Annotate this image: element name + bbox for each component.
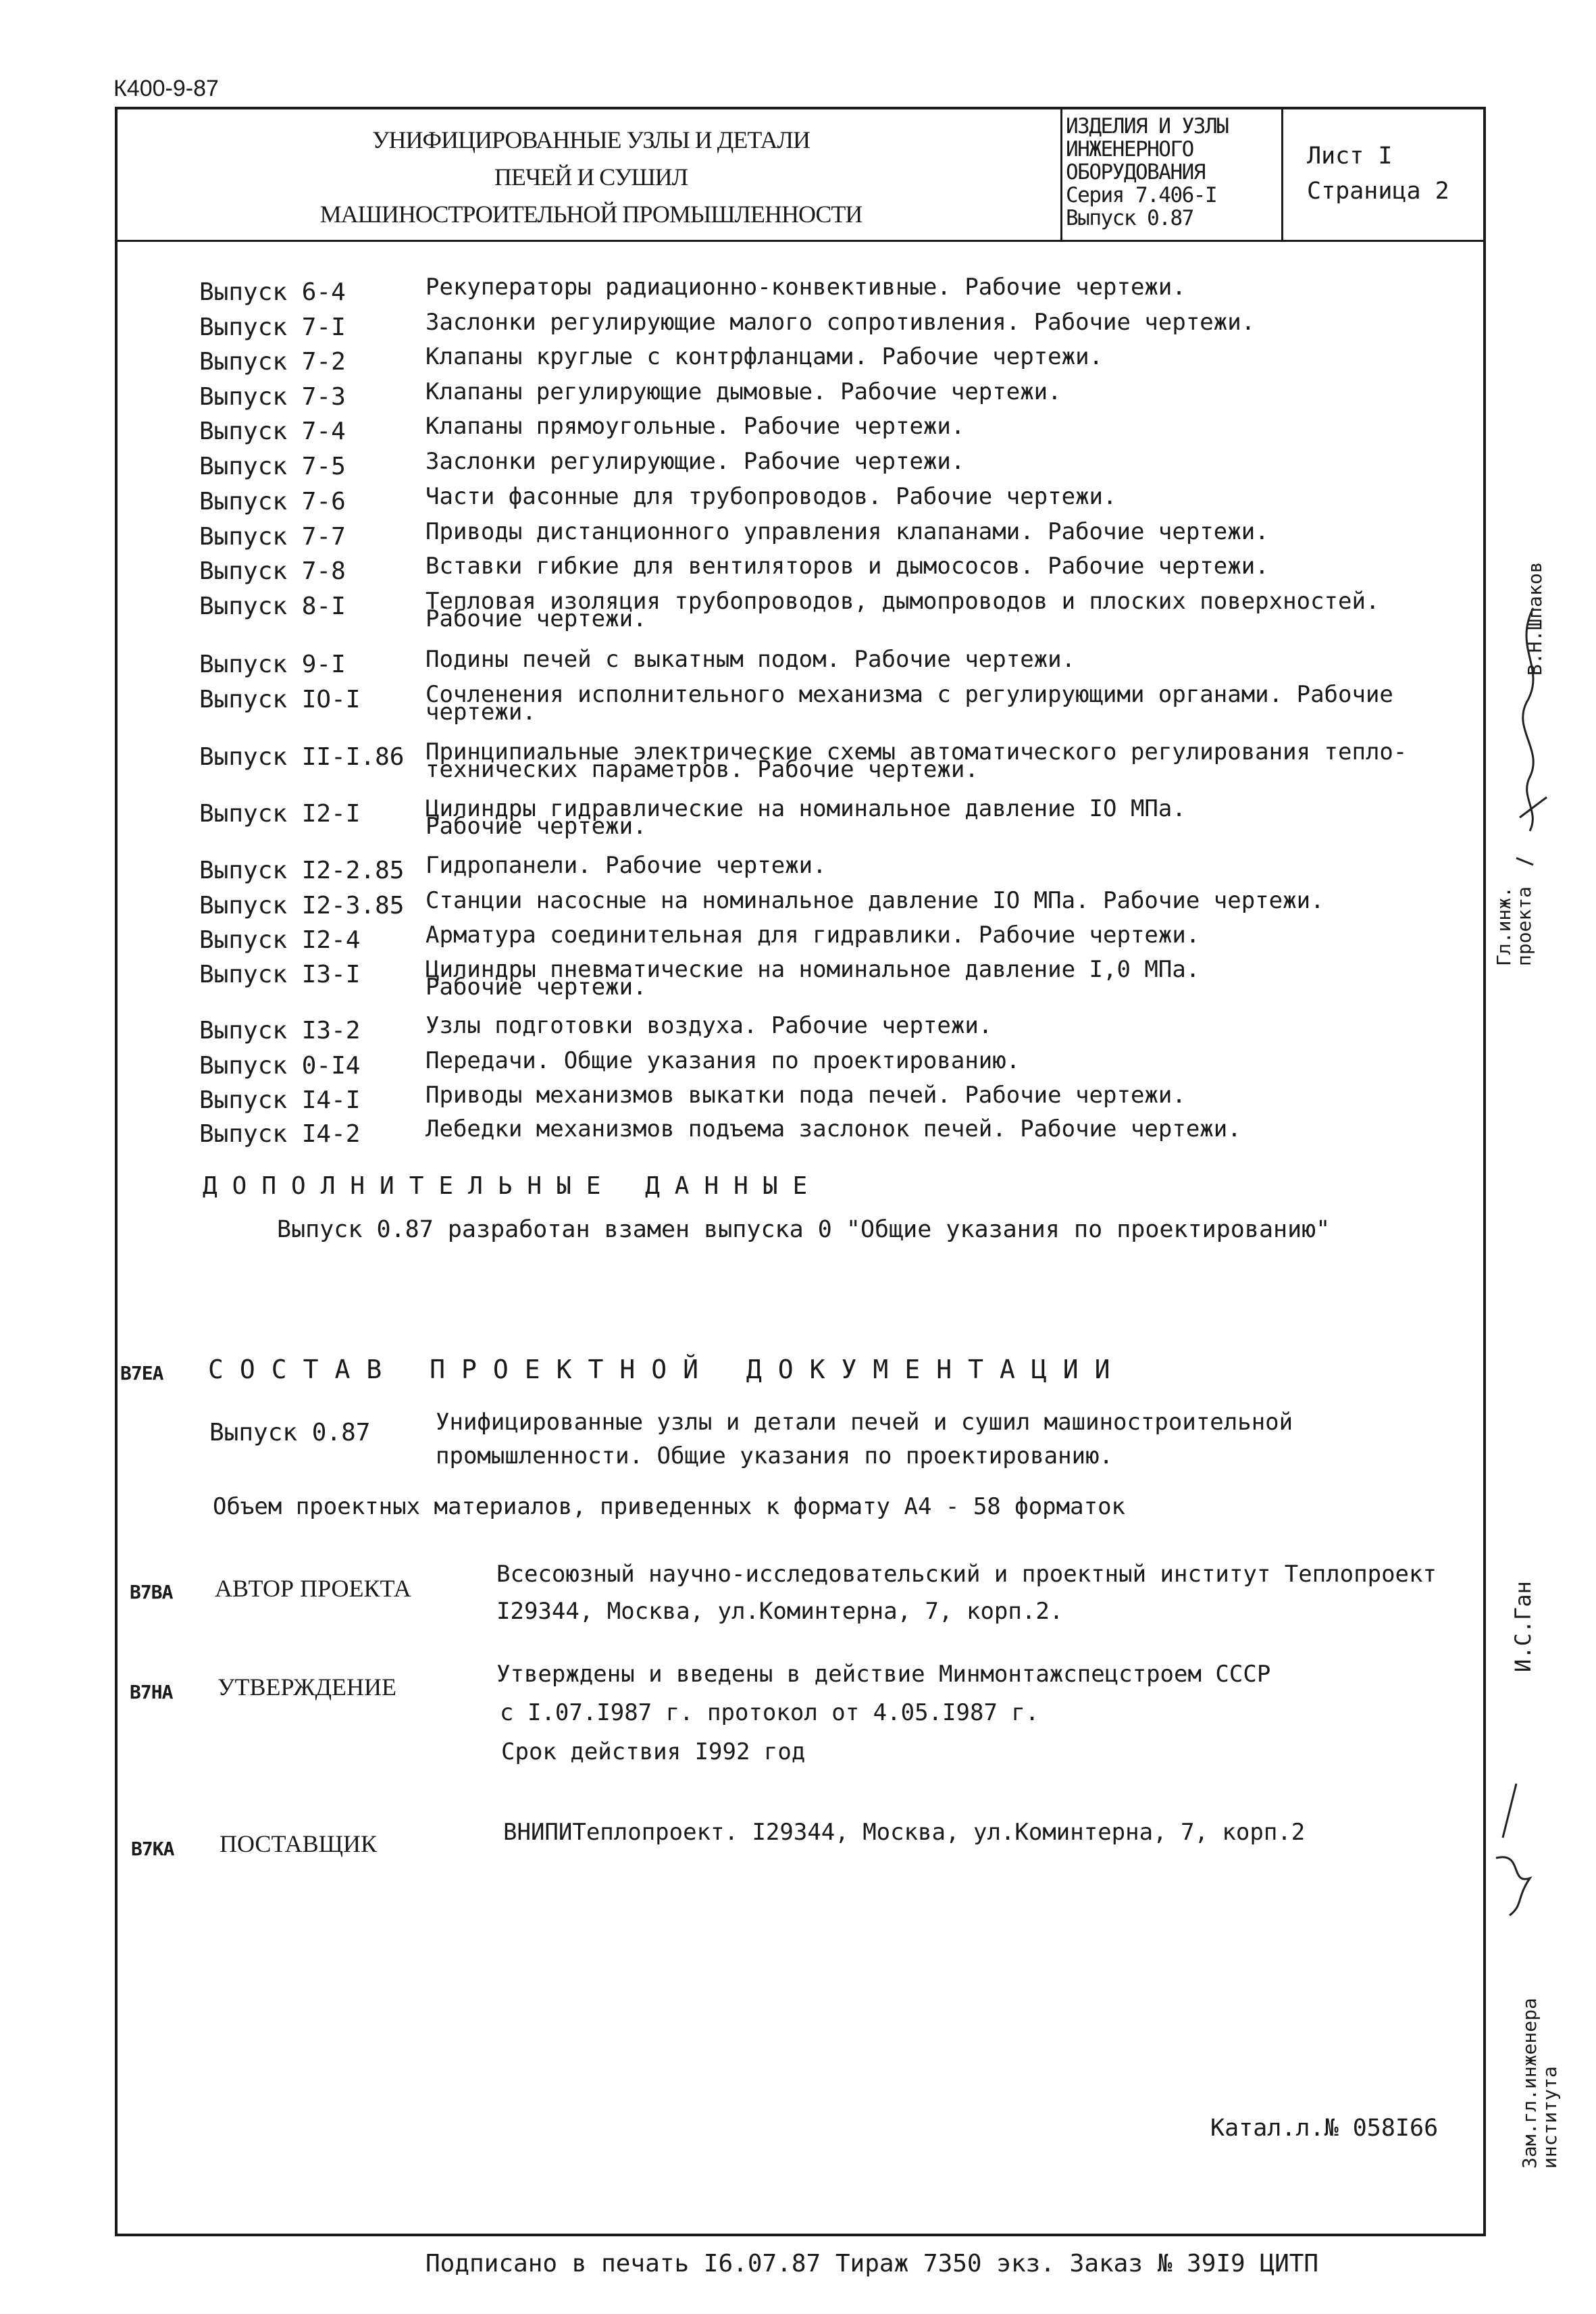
issue-text: Станции насосные на номинальное давление IO МПа. Рабочие чертежи. — [426, 887, 1324, 914]
approval-label: УТВЕРЖДЕНИЕ — [217, 1674, 397, 1701]
section-marker: В7ЕА — [120, 1362, 163, 1384]
header-category-line: ИЗДЕЛИЯ И УЗЛЫ — [1066, 114, 1229, 139]
chief-engineer-role-line: Гл.инж. — [1493, 886, 1515, 966]
catalog-number: Катал.л.№ 058I66 — [1210, 2115, 1439, 2142]
issue-code: Выпуск 6-4 — [199, 278, 346, 306]
supplier-label: ПОСТАВЩИК — [220, 1830, 377, 1857]
composition-issue-line: Унифицированные узлы и детали печей и сушил машиностроительной — [436, 1409, 1293, 1436]
chief-engineer-role — [1494, 886, 1535, 966]
issue-code: Выпуск 0-I4 — [199, 1052, 361, 1080]
issue-code: Выпуск 7-5 — [199, 453, 346, 480]
section-marker: В7НА — [130, 1681, 173, 1703]
issue-code: Выпуск 7-2 — [199, 348, 346, 376]
issue-text: Заслонки регулирующие малого сопротивления. Рабочие чертежи. — [426, 309, 1256, 336]
header-title — [155, 122, 1027, 233]
header-title-line: МАШИНОСТРОИТЕЛЬНОЙ ПРОМЫШЛЕННОСТИ — [319, 201, 863, 228]
header-category-line: Серия 7.406-I — [1066, 183, 1217, 207]
issue-row — [0, 738, 1596, 783]
issue-text: Вставки гибкие для вентиляторов и дымососов. Рабочие чертежи. — [426, 553, 1269, 580]
issue-text: Приводы механизмов выкатки пода печей. Рабочие чертежи. — [426, 1082, 1186, 1109]
issue-text: Передачи. Общие указания по проектированию. — [426, 1047, 1021, 1074]
issue-row — [0, 588, 1596, 632]
author-line: I29344, Москва, ул.Коминтерна, 7, корп.2. — [496, 1598, 1064, 1625]
issue-text: Клапаны круглые с контрфланцами. Рабочие чертежи. — [426, 343, 1104, 370]
issue-code: Выпуск I3-2 — [199, 1017, 361, 1045]
issue-text: Арматура соединительная для гидравлики. Рабочие чертежи. — [426, 922, 1200, 949]
issue-text: Приводы дистанционного управления клапанами. Рабочие чертежи. — [426, 518, 1269, 545]
issue-row — [0, 956, 1596, 1001]
supplier-text: ВНИПИТеплопроект. I29344, Москва, ул.Коминтерна, 7, корп.2 — [503, 1819, 1306, 1846]
issue-text: Принципиальные электрические схемы автоматического регулирования тепло- технических параметров. Рабочие чертежи. — [426, 738, 1408, 783]
issue-code: Выпуск 7-I — [199, 313, 346, 341]
header-sheet-info — [1307, 139, 1449, 209]
issue-text: Клапаны регулирующие дымовые. Рабочие чертежи. — [426, 378, 1062, 405]
sheet-number: Лист I — [1307, 143, 1393, 170]
issue-code: Выпуск I3-I — [199, 961, 361, 988]
issue-code: Выпуск 7-8 — [199, 557, 346, 585]
issue-text: Гидропанели. Рабочие чертежи. — [426, 852, 827, 879]
additional-text: Выпуск 0.87 разработан взамен выпуска 0 "Общие указания по проектированию" — [277, 1216, 1331, 1243]
issue-code: Выпуск IO-I — [199, 686, 361, 713]
header-category-line: ОБОРУДОВАНИЯ — [1066, 160, 1205, 184]
approval-line: Срок действия I992 год — [501, 1738, 806, 1765]
signature-deputy-engineer — [1483, 1777, 1543, 1926]
issue-text: Узлы подготовки воздуха. Рабочие чертежи. — [426, 1012, 993, 1039]
page-number: Страница 2 — [1307, 178, 1449, 205]
issue-code: Выпуск 8-I — [199, 593, 346, 620]
composition-volume: Объем проектных материалов, приведенных к формату А4 - 58 форматок — [213, 1493, 1126, 1520]
issue-code: Выпуск I2-4 — [199, 926, 361, 954]
issue-text: Цилиндры пневматические на номинальное давление I,0 МПа. Рабочие чертежи. — [426, 956, 1200, 1001]
additional-heading: ДОПОЛНИТЕЛЬНЫЕ ДАННЫЕ — [203, 1172, 823, 1200]
header-title-line: УНИФИЦИРОВАННЫЕ УЗЛЫ И ДЕТАЛИ — [372, 126, 810, 153]
issue-code: Выпуск 7-6 — [199, 488, 346, 515]
issue-row — [0, 681, 1596, 726]
issue-code: Выпуск I2-I — [199, 800, 361, 828]
issue-code: Выпуск 9-I — [199, 651, 346, 678]
document-code: К400-9-87 — [113, 76, 219, 101]
chief-engineer-role-line: проекта — [1513, 886, 1535, 966]
issue-code: Выпуск I4-2 — [199, 1120, 361, 1148]
header-col-divider-1 — [1060, 107, 1062, 240]
composition-issue-code: Выпуск 0.87 — [209, 1419, 371, 1447]
issue-text: Части фасонные для трубопроводов. Рабочие чертежи. — [426, 483, 1117, 510]
issue-text: Рекуператоры радиационно-конвективные. Рабочие чертежи. — [426, 274, 1186, 301]
print-footer: Подписано в печать I6.07.87 Тираж 7350 экз. Заказ № 39I9 ЦИТП — [426, 2250, 1319, 2278]
header-category-line: Выпуск 0.87 — [1066, 206, 1193, 230]
issue-text: Сочленения исполнительного механизма с регулирующими органами. Рабочие чертежи. — [426, 681, 1393, 726]
approval-line: Утверждены и введены в действие Минмонтажспецстроем СССР — [496, 1661, 1271, 1688]
composition-issue-line: промышленности. Общие указания по проектированию. — [436, 1442, 1114, 1469]
issue-code: Выпуск II-I.86 — [199, 743, 405, 771]
issue-text: Заслонки регулирующие. Рабочие чертежи. — [426, 448, 965, 475]
issue-text: Тепловая изоляция трубопроводов, дымопроводов и плоских поверхностей. Рабочие чертежи. — [426, 588, 1380, 632]
issue-code: Выпуск 7-3 — [199, 383, 346, 411]
issue-text: Лебедки механизмов подъема заслонок печей. Рабочие чертежи. — [426, 1115, 1241, 1142]
issue-row — [0, 795, 1596, 840]
issue-text: Подины печей с выкатным подом. Рабочие чертежи. — [426, 646, 1076, 673]
issue-code: Выпуск 7-7 — [199, 523, 346, 551]
header-category — [1066, 115, 1282, 230]
header-category-line: ИНЖЕНЕРНОГО — [1066, 137, 1193, 161]
issue-text: Клапаны прямоугольные. Рабочие чертежи. — [426, 413, 965, 440]
deputy-engineer-role-line: института — [1539, 2066, 1561, 2169]
deputy-engineer-name: И.С.Ган — [1510, 1581, 1536, 1672]
section-marker: В7КА — [131, 1838, 174, 1860]
author-label: АВТОР ПРОЕКТА — [215, 1575, 411, 1602]
composition-heading: СОСТАВ ПРОЕКТНОЙ ДОКУМЕНТАЦИИ — [208, 1355, 1127, 1384]
header-divider — [115, 240, 1486, 242]
header-title-line: ПЕЧЕЙ И СУШИЛ — [494, 164, 688, 191]
deputy-engineer-role — [1520, 1998, 1560, 2169]
issue-row — [0, 1115, 1596, 1155]
author-line: Всесоюзный научно-исследовательский и проектный институт Теплопроект — [496, 1561, 1437, 1588]
approval-line: с I.07.I987 г. протокол от 4.05.I987 г. — [500, 1699, 1039, 1726]
issue-code: Выпуск I2-2.85 — [199, 857, 405, 884]
signature-chief-engineer — [1493, 595, 1574, 878]
deputy-engineer-role-line: Зам.гл.инженера — [1518, 1998, 1541, 2169]
issue-code: Выпуск I2-3.85 — [199, 892, 405, 920]
issue-text: Цилиндры гидравлические на номинальное давление IO МПа. Рабочие чертежи. — [426, 795, 1186, 840]
issue-code: Выпуск I4-I — [199, 1086, 361, 1114]
issue-code: Выпуск 7-4 — [199, 418, 346, 445]
section-marker: В7ВА — [130, 1581, 173, 1603]
chief-engineer-name: В.Н.Шпаков — [1524, 561, 1546, 676]
